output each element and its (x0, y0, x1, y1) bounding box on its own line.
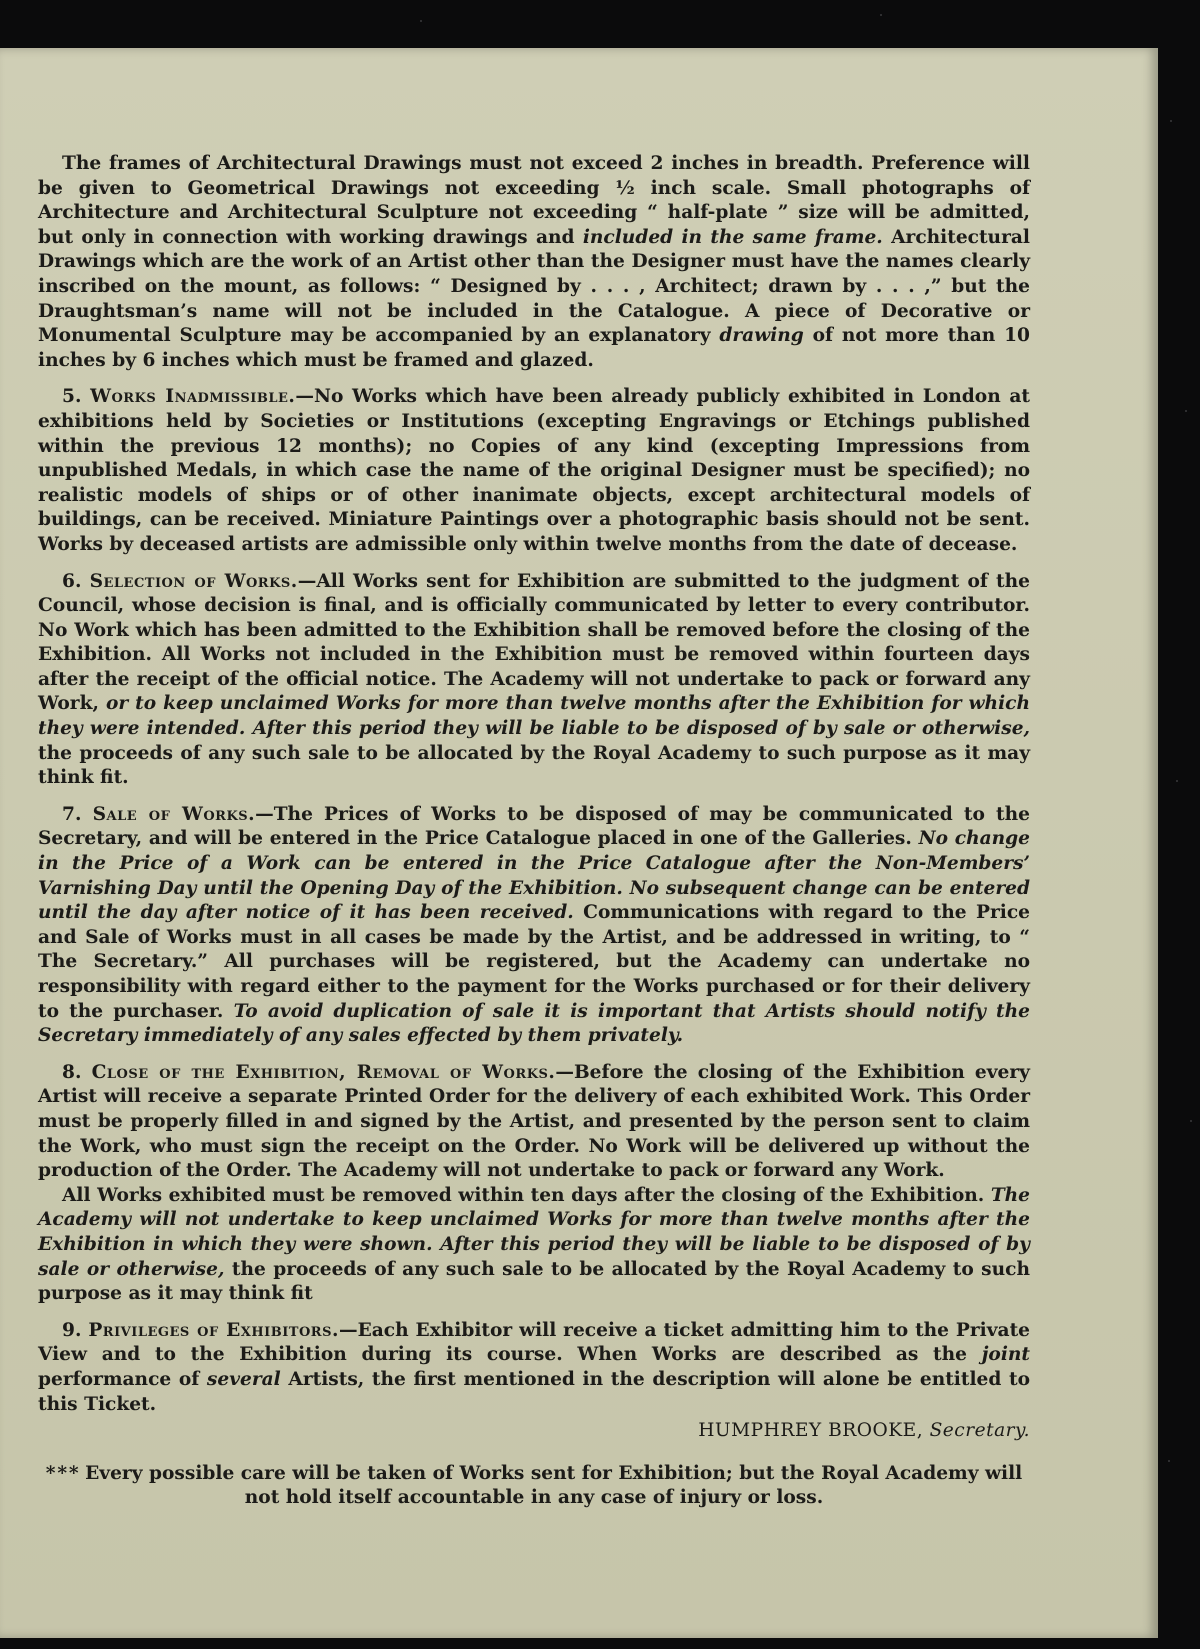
section-text: All Works exhibited must be removed within ten days after the closing of the Exhibition. (62, 1184, 991, 1206)
background-speck (1170, 120, 1172, 122)
section-number: 8. (62, 1061, 82, 1083)
section-heading: Works Inadmissible. (90, 386, 296, 408)
section-8 (38, 1061, 1030, 1184)
section-text: the proceeds of any such sale to be allocated by the Royal Academy to such purpose as it may think fit. (38, 742, 1030, 789)
background-speck (880, 14, 882, 16)
section-heading: Privileges of Exhibitors. (88, 1319, 339, 1341)
section-text: Communications with regard to the Price and Sale of Works must in all cases be made by the Artist, and be addressed in writing, to “ The Secretary.” All purchases will be registered, but the Academy can undertake no responsibility with regard either to the payment for the Works purchased or for their delivery to the purchaser. (38, 902, 1030, 1022)
section-heading: Selection of Works. (89, 570, 298, 592)
intro-paragraph (38, 152, 1030, 373)
footnote-text: Every possible care will be taken of Works sent for Exhibition; but the Royal Academy will not hold itself accountable in any case of injury or loss. (78, 1462, 1023, 1509)
intro-italic: included in the same frame. (582, 226, 883, 248)
section-number: 6. (62, 570, 82, 592)
background-speck (1185, 410, 1187, 412)
section-5 (38, 385, 1030, 557)
document-text (38, 152, 1030, 1511)
section-number: 7. (62, 803, 82, 825)
background-speck (1190, 1120, 1192, 1122)
section-italic: or to keep unclaimed Works for more than twelve months after the Exhibition for which they were intended. After this period they will be liable to be disposed of by sale or otherwise, (38, 693, 1030, 740)
section-italic: No change in the Price of a Work can be entered in the Price Catalogue after the Non-Members’ Varnishing Day until the Opening Day of the Exhibition. No subsequent change can be entered until the day after notice of it has been received. (38, 828, 1031, 924)
section-italic: The Academy will not undertake to keep unclaimed Works for more than twelve months after the Exhibition in which they were shown. After this period they will be liable to be disposed of by sale or otherwise, (38, 1184, 1030, 1280)
section-heading: Sale of Works. (92, 803, 256, 825)
background-speck (1168, 1460, 1170, 1462)
section-heading: Close of the Exhibition, Removal of Works. (91, 1061, 556, 1083)
section-text: —Before the closing of the Exhibition every Artist will receive a separate Printed Order for the delivery of each exhibited Work. This Order must be properly filled in and signed by the Artist, and presented by the person sent to claim the Work, who must sign the receipt on the Order. No Work will be delivered up without the production of the Order. The Academy will not undertake to pack or forward any Work. (38, 1061, 1030, 1182)
section-italic: joint (981, 1344, 1030, 1366)
section-text: the proceeds of any such sale to be allocated by the Royal Academy to such purpose as it may think fit (38, 1258, 1030, 1305)
section-7 (38, 803, 1030, 1049)
footnote (38, 1462, 1030, 1511)
section-9 (38, 1319, 1030, 1417)
section-6 (38, 570, 1030, 791)
intro-text: The frames of Architectural Drawings must not exceed 2 inches in breadth. Preference will be given to Geometrical Drawings not exceeding ½ inch scale. Small photographs of Architecture and Architectural Sculpture not exceeding “ half-plate ” size will be admitted, but only in connection with working drawings and (38, 153, 1030, 248)
intro-italic: drawing (719, 325, 804, 347)
section-text: —All Works sent for Exhibition are submitted to the judgment of the Council, whose decision is final, and is officially communicated by letter to every contributor. No Work which has been admitted to the Exhibition shall be removed before the closing of the Exhibition. All Works not included in the Exhibition must be removed within fourteen days after the receipt of the official notice. The Academy will not undertake to pack or forward any Work, (38, 570, 1030, 715)
asterism: * * * (45, 1462, 79, 1484)
intro-text: Architectural Drawings which are the work of an Artist other than the Designer must have the names clearly inscribed on the mount, as follows: “ Designed by . . . , Architect; drawn by . . . ,” but the Draughtsman’s name will not be included in the Catalogue. A piece of Decorative or Monumental Sculpture may be accompanied by an explanatory (38, 226, 1030, 347)
signature (38, 1419, 1030, 1444)
signature-name: HUMPHREY BROOKE, (698, 1420, 924, 1442)
section-italic: To avoid duplication of sale it is important that Artists should notify the Secretary immediately of any sales effected by them privately. (38, 1000, 1030, 1047)
background-speck (1176, 780, 1178, 782)
signature-title: Secretary. (929, 1420, 1030, 1442)
section-8-paragraph-2 (38, 1184, 1030, 1307)
section-text: Artists, the first mentioned in the description will alone be entitled to this Ticket. (38, 1368, 1030, 1415)
section-italic: several (206, 1368, 281, 1390)
section-number: 5. (62, 386, 82, 408)
section-number: 9. (62, 1319, 82, 1341)
section-text: —The Prices of Works to be disposed of may be communicated to the Secretary, and will be entered in the Price Catalogue placed in one of the Galleries. (38, 803, 1030, 850)
document-page (0, 48, 1158, 1638)
section-text: performance of (38, 1368, 207, 1390)
section-text: —No Works which have been already publicly exhibited in London at exhibitions held by Societies or Institutions (excepting Engravings or Etchings published within the previous 12 months); no Copies of any kind (excepting Impressions from unpublished Medals, in which case the name of the original Designer must be specified); no realistic models of ships or of other inanimate objects, except architectural models of buildings, can be received. Miniature Paintings over a photographic basis should not be sent. Works by deceased artists are admissible only within twelve months from the date of decease. (38, 386, 1030, 555)
intro-text: of not more than 10 inches by 6 inches which must be framed and glazed. (38, 325, 1030, 371)
background-speck (420, 20, 422, 22)
section-text: —Each Exhibitor will receive a ticket admitting him to the Private View and to the Exhibition during its course. When Works are described as the (38, 1319, 1030, 1366)
